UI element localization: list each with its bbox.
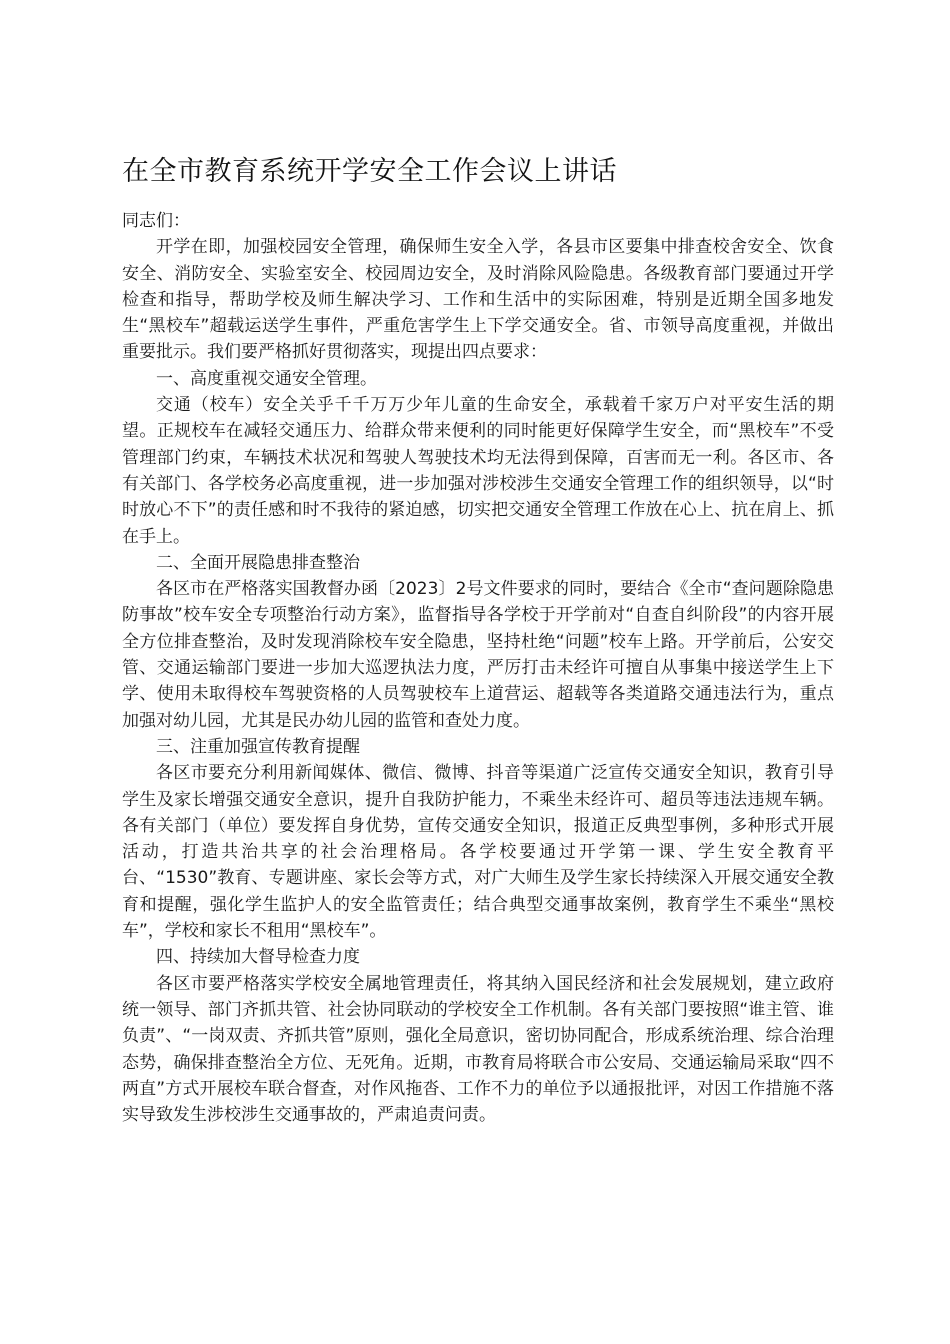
section-body-3: 各区市要充分利用新闻媒体、微信、微博、抖音等渠道广泛宣传交通安全知识，教育引导学生及家长增强交通安全意识，提升自我防护能力，不乘坐未经许可、超员等违法违规车辆。各有关部门（单位）要发挥自身优势，宣传交通安全知识，报道正反典型事例，多种形式开展活动，打造共治共享的社会治理格局。各学校要通过开学第一课、学生安全教育平台、“1530”教育、专题讲座、家长会等方式，对广大师生及学生家长持续深入开展交通安全教育和提醒，强化学生监护人的安全监管责任；结合典型交通事故案例，教育学生不乘坐“黑校车”，学校和家长不租用“黑校车”。	[122, 763, 834, 942]
salutation: 同志们：	[122, 211, 190, 231]
document-title: 在全市教育系统开学安全工作会议上讲话	[122, 156, 617, 187]
section-body-2: 各区市在严格落实国教督办函〔2023〕2号文件要求的同时，要结合《全市“查问题除隐患防事故”校车安全专项整治行动方案》，监督指导各学校于开学前对“自查自纠阶段”的内容开展全方位排查整治，及时发现消除校车安全隐患，坚持杜绝“问题”校车上路。开学前后，公安交管、交通运输部门要进一步加大巡逻执法力度，严厉打击未经许可擅自从事集中接送学生上下学、使用未取得校车驾驶资格的人员驾驶校车上道营运、超载等各类道路交通违法行为，重点加强对幼儿园，尤其是民办幼儿园的监管和查处力度。	[122, 579, 834, 731]
section-body-4: 各区市要严格落实学校安全属地管理责任，将其纳入国民经济和社会发展规划，建立政府统一领导、部门齐抓共管、社会协同联动的学校安全工作机制。各有关部门要按照“谁主管、谁负责”、“一岗双责、齐抓共管”原则，强化全局意识，密切协同配合，形成系统治理、综合治理态势，确保排查整治全方位、无死角。近期，市教育局将联合市公安局、交通运输局采取“四不两直”方式开展校车联合督查，对作风拖沓、工作不力的单位予以通报批评，对因工作措施不落实导致发生涉校涉生交通事故的，严肃追责问责。	[122, 973, 834, 1126]
section-heading-1: 一、高度重视交通安全管理。	[156, 368, 377, 389]
section-body-1: 交通（校车）安全关乎千千万万少年儿童的生命安全，承载着千家万户对平安生活的期望。正规校车在减轻交通压力、给群众带来便利的同时能更好保障学生安全，而“黑校车”不受管理部门约束，车辆技术状况和驾驶人驾驶技术均无法得到保障，百害而无一利。各区市、各有关部门、各学校务必高度重视，进一步加强对涉校涉生交通安全管理工作的组织领导，以“时时放心不下”的责任感和时不我待的紧迫感，切实把交通安全管理工作放在心上、抗在肩上、抓在手上。	[122, 395, 834, 547]
section-heading-2: 二、全面开展隐患排查整治	[156, 552, 360, 573]
document-page	[122, 150, 834, 1128]
section-heading-4: 四、持续加大督导检查力度	[156, 947, 360, 968]
intro-paragraph: 开学在即，加强校园安全管理，确保师生安全入学，各县市区要集中排查校舍安全、饮食安全、消防安全、实验室安全、校园周边安全，及时消除风险隐患。各级教育部门要通过开学检查和指导，帮助学校及师生解决学习、工作和生活中的实际困难，特别是近期全国多地发生“黑校车”超载运送学生事件，严重危害学生上下学交通安全。省、市领导高度重视，并做出重要批示。我们要严格抓好贯彻落实，现提出四点要求：	[122, 237, 834, 363]
section-heading-3: 三、注重加强宣传教育提醒	[156, 736, 360, 757]
